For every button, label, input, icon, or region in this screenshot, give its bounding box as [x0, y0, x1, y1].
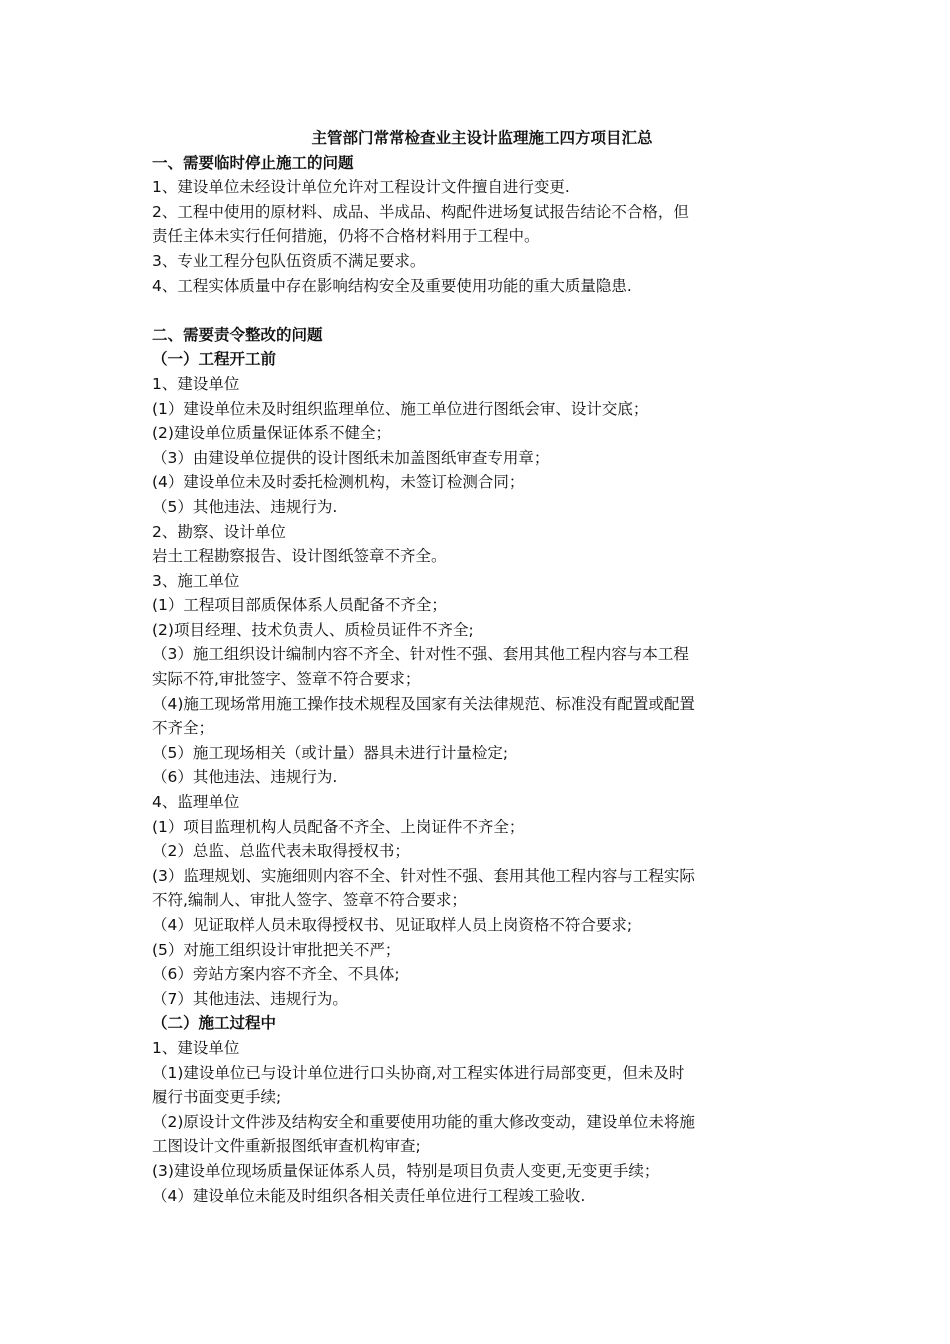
document-title: 主管部门常常检查业主设计监理施工四方项目汇总 — [311, 129, 653, 147]
text-line: 实际不符,审批签字、签章不符合要求； — [152, 670, 421, 689]
document-body — [152, 151, 812, 1209]
text-line: （6）旁站方案内容不齐全、不具体; — [152, 965, 400, 984]
blank-line — [152, 298, 812, 323]
document-page — [152, 126, 812, 1208]
section-heading: （一）工程开工前 — [152, 350, 277, 369]
section-heading: （二）施工过程中 — [152, 1014, 277, 1033]
text-line: 4、监理单位 — [152, 793, 240, 812]
text-line: 4、工程实体质量中存在影响结构安全及重要使用功能的重大质量隐患. — [152, 276, 632, 295]
text-line: （7）其他违法、违规行为。 — [152, 989, 348, 1008]
text-line: 岩土工程勘察报告、设计图纸签章不齐全。 — [152, 547, 447, 566]
text-line: (1）项目监理机构人员配备不齐全、上岗证件不齐全； — [152, 817, 525, 836]
text-line: （5）施工现场相关（或计量）器具未进行计量检定; — [152, 743, 509, 762]
text-line: (1）建设单位未及时组织监理单位、施工单位进行图纸会审、设计交底； — [152, 399, 649, 418]
text-line: （3）由建设单位提供的设计图纸未加盖图纸审查专用章； — [152, 448, 550, 467]
text-line: (4）建设单位未及时委托检测机构，未签订检测合同； — [152, 473, 525, 492]
text-line: （4）见证取样人员未取得授权书、见证取样人员上岗资格不符合要求; — [152, 916, 633, 934]
text-line: （2)原设计文件涉及结构安全和重要使用功能的重大修改变动，建设单位未将施 — [152, 1112, 695, 1131]
section-heading: 二、需要责令整改的问题 — [152, 325, 323, 344]
text-line: (3)建设单位现场质量保证体系人员，特别是项目负责人变更,无变更手续； — [152, 1161, 660, 1180]
text-line: (2)项目经理、技术负责人、质检员证件不齐全; — [152, 620, 474, 639]
text-line: 责任主体未实行任何措施，仍将不合格材料用于工程中。 — [152, 227, 540, 246]
text-line: 1、建设单位 — [152, 1038, 240, 1057]
text-line: 不齐全； — [152, 719, 215, 738]
text-line: 不符,编制人、审批人签字、签章不符合要求； — [152, 891, 467, 910]
text-line: (3）监理规划、实施细则内容不全、针对性不强、套用其他工程内容与工程实际 — [152, 866, 695, 885]
text-line: (5）对施工组织设计审批把关不严； — [152, 940, 401, 959]
section-heading: 一、需要临时停止施工的问题 — [152, 153, 354, 172]
text-line: 3、专业工程分包队伍资质不满足要求。 — [152, 251, 426, 270]
text-line: 1、建设单位未经设计单位允许对工程设计文件擅自进行变更. — [152, 178, 570, 197]
text-line: 工图设计文件重新报图纸审查机构审查; — [152, 1137, 421, 1156]
text-line: (1）工程项目部质保体系人员配备不齐全； — [152, 596, 447, 615]
text-line: 1、建设单位 — [152, 374, 240, 393]
text-line: (2)建设单位质量保证体系不健全； — [152, 424, 391, 443]
text-line: （3）施工组织设计编制内容不齐全、针对性不强、套用其他工程内容与本工程 — [152, 645, 689, 664]
text-line: 2、工程中使用的原材料、成品、半成品、构配件进场复试报告结论不合格，但 — [152, 202, 689, 221]
text-line: 3、施工单位 — [152, 571, 240, 590]
text-line: （2）总监、总监代表未取得授权书； — [152, 842, 410, 861]
text-line: （6）其他违法、违规行为. — [152, 768, 338, 787]
text-line: （4)施工现场常用施工操作技术规程及国家有关法律规范、标准没有配置或配置 — [152, 694, 695, 713]
text-line: （1)建设单位已与设计单位进行口头协商,对工程实体进行局部变更，但未及时 — [152, 1063, 685, 1082]
text-line: （5）其他违法、违规行为. — [152, 497, 338, 516]
text-line: 2、勘察、设计单位 — [152, 522, 286, 541]
text-line: 履行书面变更手续; — [152, 1088, 282, 1107]
text-line: （4）建设单位未能及时组织各相关责任单位进行工程竣工验收. — [152, 1186, 586, 1205]
